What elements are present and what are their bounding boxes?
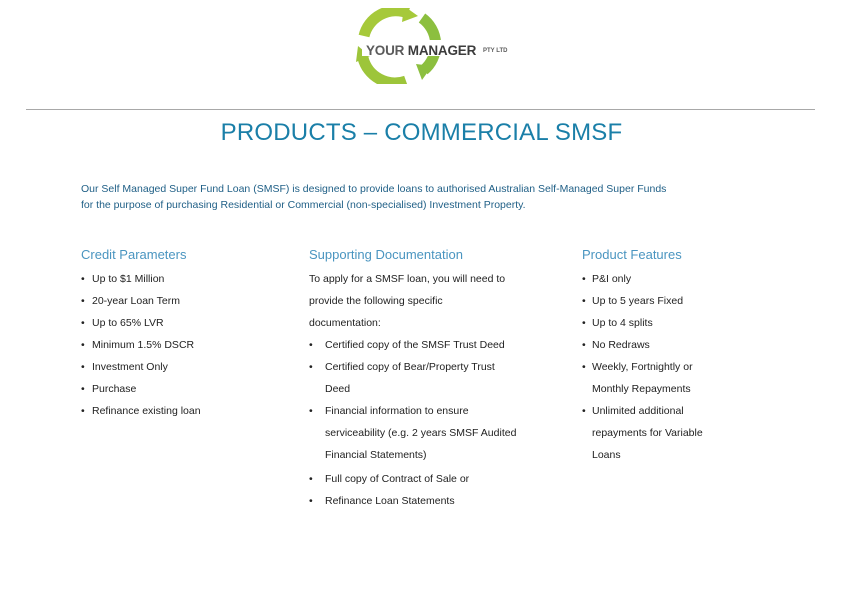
bullet-icon: • <box>309 495 313 507</box>
intro-line: for the purpose of purchasing Residential or Commercial (non-specialised) Investment Property. <box>81 199 526 211</box>
bullet-icon: • <box>81 339 85 351</box>
supporting-documentation-column <box>309 246 569 512</box>
list-item: • Up to $1 Million <box>81 268 281 290</box>
list-item: • Up to 65% LVR <box>81 312 281 334</box>
list-item: • 20-year Loan Term <box>81 290 281 312</box>
documentation-list <box>309 334 569 512</box>
bullet-icon: • <box>582 295 586 307</box>
bullet-icon: • <box>309 473 313 485</box>
bullet-icon: • <box>309 339 313 351</box>
logo-pty-ltd: PTY LTD <box>483 48 508 54</box>
bullet-icon: • <box>81 383 85 395</box>
bullet-icon: • <box>81 405 85 417</box>
bullet-icon: • <box>582 405 586 417</box>
company-logo <box>346 8 510 84</box>
bullet-icon: • <box>309 361 313 373</box>
bullet-icon: • <box>582 273 586 285</box>
list-item: • Refinance Loan Statements <box>309 490 569 512</box>
list-item: • P&I only <box>582 268 782 290</box>
list-item: • Minimum 1.5% DSCR <box>81 334 281 356</box>
page-title: PRODUCTS – COMMERCIAL SMSF <box>220 119 623 146</box>
list-item: • Up to 5 years Fixed <box>582 290 782 312</box>
list-item: • Refinance existing loan <box>81 405 201 417</box>
list-item: • Unlimited additional repayments for Variable Loans <box>582 400 782 466</box>
bullet-icon: • <box>81 361 85 373</box>
list-item: • Investment Only <box>81 356 281 378</box>
list-item: • Purchase <box>81 378 281 400</box>
product-features-heading: Product Features <box>582 247 682 262</box>
list-item: • Full copy of Contract of Sale or <box>309 468 569 490</box>
list-item: • Up to 4 splits <box>582 312 782 334</box>
product-features-column <box>582 246 782 466</box>
credit-parameters-column <box>81 246 281 419</box>
list-item: • Certified copy of Bear/Property Trust Deed <box>309 356 569 400</box>
bullet-icon: • <box>81 273 85 285</box>
bullet-icon: • <box>582 317 586 329</box>
intro-paragraph <box>81 181 721 213</box>
bullet-icon: • <box>582 361 586 373</box>
product-features-list <box>582 268 782 466</box>
credit-parameters-list <box>81 268 281 419</box>
bullet-icon: • <box>582 339 586 351</box>
list-item: • Certified copy of the SMSF Trust Deed <box>309 334 569 356</box>
header-divider <box>26 109 815 110</box>
bullet-icon: • <box>309 405 313 417</box>
credit-parameters-heading: Credit Parameters <box>81 247 187 262</box>
list-item: • No Redraws <box>582 334 782 356</box>
intro-line: Our Self Managed Super Fund Loan (SMSF) is designed to provide loans to authorised Australian Self-Managed Super Funds <box>81 183 667 195</box>
logo-wordmark: YOUR MANAGER <box>366 43 477 58</box>
list-item: • Weekly, Fortnightly or Monthly Repayments <box>582 356 782 400</box>
bullet-icon: • <box>81 317 85 329</box>
bullet-icon: • <box>81 295 85 307</box>
documentation-intro: To apply for a SMSF loan, you will need to provide the following specific documentation: <box>309 273 506 329</box>
supporting-documentation-heading: Supporting Documentation <box>309 247 463 262</box>
list-item: • Financial information to ensure serviceability (e.g. 2 years SMSF Audited Financial Statements) <box>309 400 569 466</box>
